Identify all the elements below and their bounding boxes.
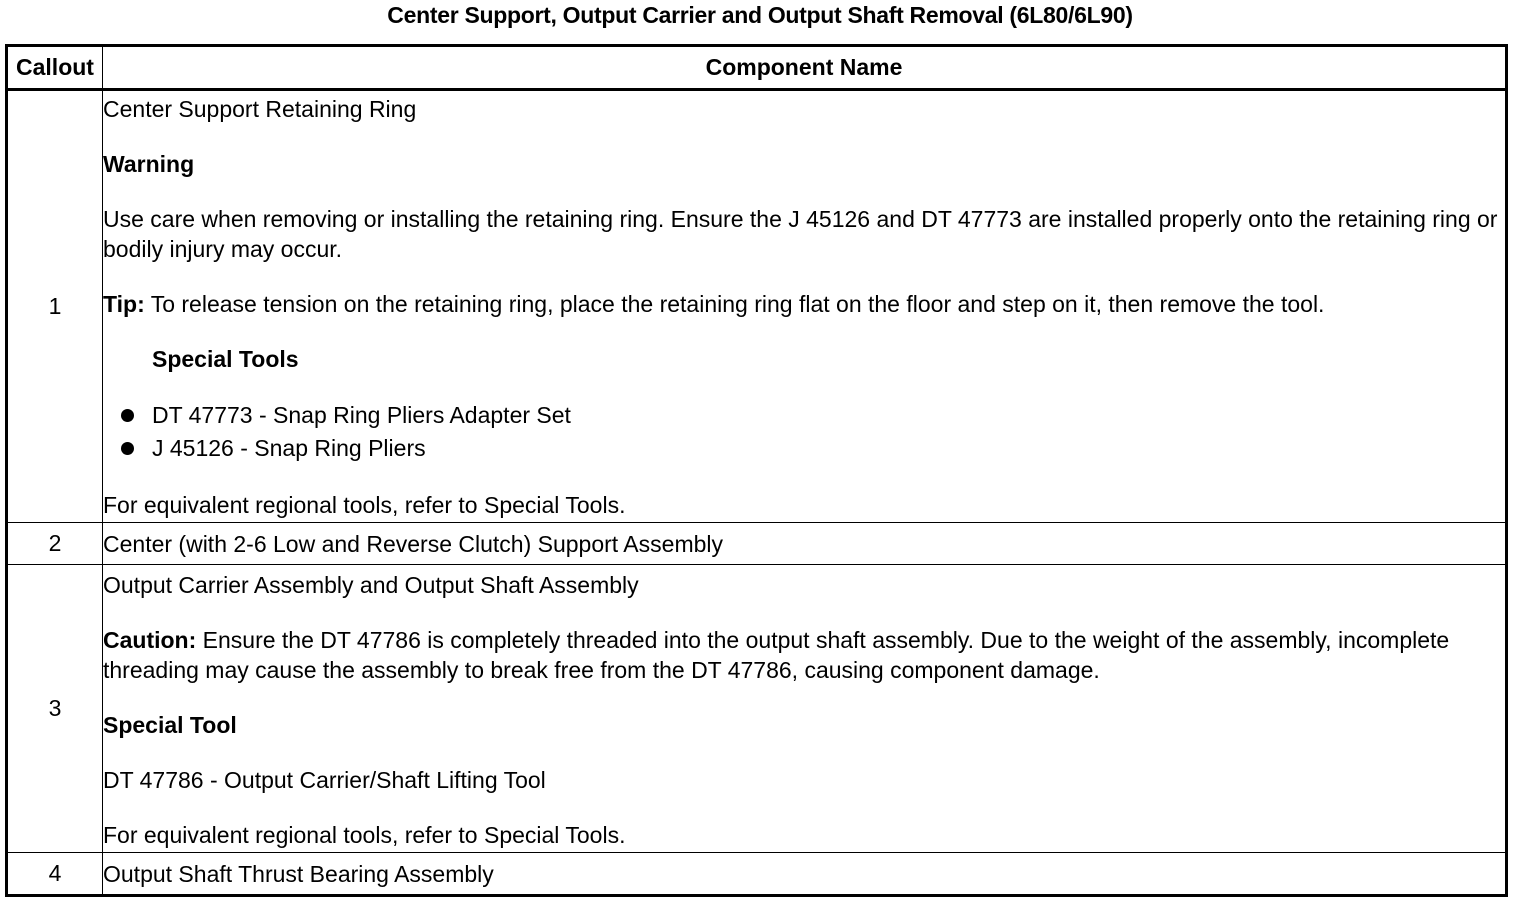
table-header-row	[7, 46, 1507, 90]
callout-header: Callout	[7, 46, 103, 90]
tool-item: DT 47773 - Snap Ring Pliers Adapter Set	[152, 402, 571, 428]
regional-tools-note: For equivalent regional tools, refer to Special Tools.	[103, 492, 626, 518]
special-tool-item: DT 47786 - Output Carrier/Shaft Lifting Tool	[103, 767, 546, 793]
tool-item: J 45126 - Snap Ring Pliers	[152, 435, 426, 461]
component-name: Center Support Retaining Ring	[103, 96, 417, 122]
caution-paragraph	[103, 625, 1505, 685]
table-row	[7, 853, 1507, 896]
component-name-header: Component Name	[103, 46, 1507, 90]
callout-cell: 3	[7, 565, 103, 853]
caution-label: Caution:	[103, 627, 197, 653]
table-row	[7, 565, 1507, 853]
list-item	[103, 399, 1505, 432]
component-table	[5, 44, 1508, 897]
component-name: Output Shaft Thrust Bearing Assembly	[103, 853, 1507, 896]
table-row	[7, 90, 1507, 523]
callout-cell: 2	[7, 523, 103, 565]
warning-text: Use care when removing or installing the retaining ring. Ensure the J 45126 and DT 47773 are installed properly onto the retaining ring or bodily injury may occur.	[103, 206, 1498, 262]
component-name: Center (with 2-6 Low and Reverse Clutch) Support Assembly	[103, 523, 1507, 565]
special-tool-heading: Special Tool	[103, 712, 237, 738]
tip-paragraph	[103, 289, 1505, 319]
component-cell	[103, 90, 1507, 523]
callout-cell: 1	[7, 90, 103, 523]
tip-text: To release tension on the retaining ring, place the retaining ring flat on the floor and step on it, then remove the tool.	[144, 291, 1325, 317]
callout-cell: 4	[7, 853, 103, 896]
regional-tools-note: For equivalent regional tools, refer to Special Tools.	[103, 822, 626, 848]
list-item	[103, 432, 1505, 465]
component-cell	[103, 565, 1507, 853]
table-row	[7, 523, 1507, 565]
component-name: Output Carrier Assembly and Output Shaft Assembly	[103, 572, 639, 598]
page-title: Center Support, Output Carrier and Output Shaft Removal (6L80/6L90)	[387, 2, 1133, 28]
caution-text: Ensure the DT 47786 is completely threaded into the output shaft assembly. Due to the weight of the assembly, incomplete threading may cause the assembly to break free from the DT 47786, causing component damage.	[103, 627, 1450, 683]
bullet-icon	[121, 442, 134, 455]
special-tools-list	[103, 399, 1505, 465]
bullet-icon	[121, 409, 134, 422]
warning-heading: Warning	[103, 151, 195, 177]
special-tools-heading: Special Tools	[152, 346, 299, 372]
tip-label: Tip:	[103, 291, 145, 317]
